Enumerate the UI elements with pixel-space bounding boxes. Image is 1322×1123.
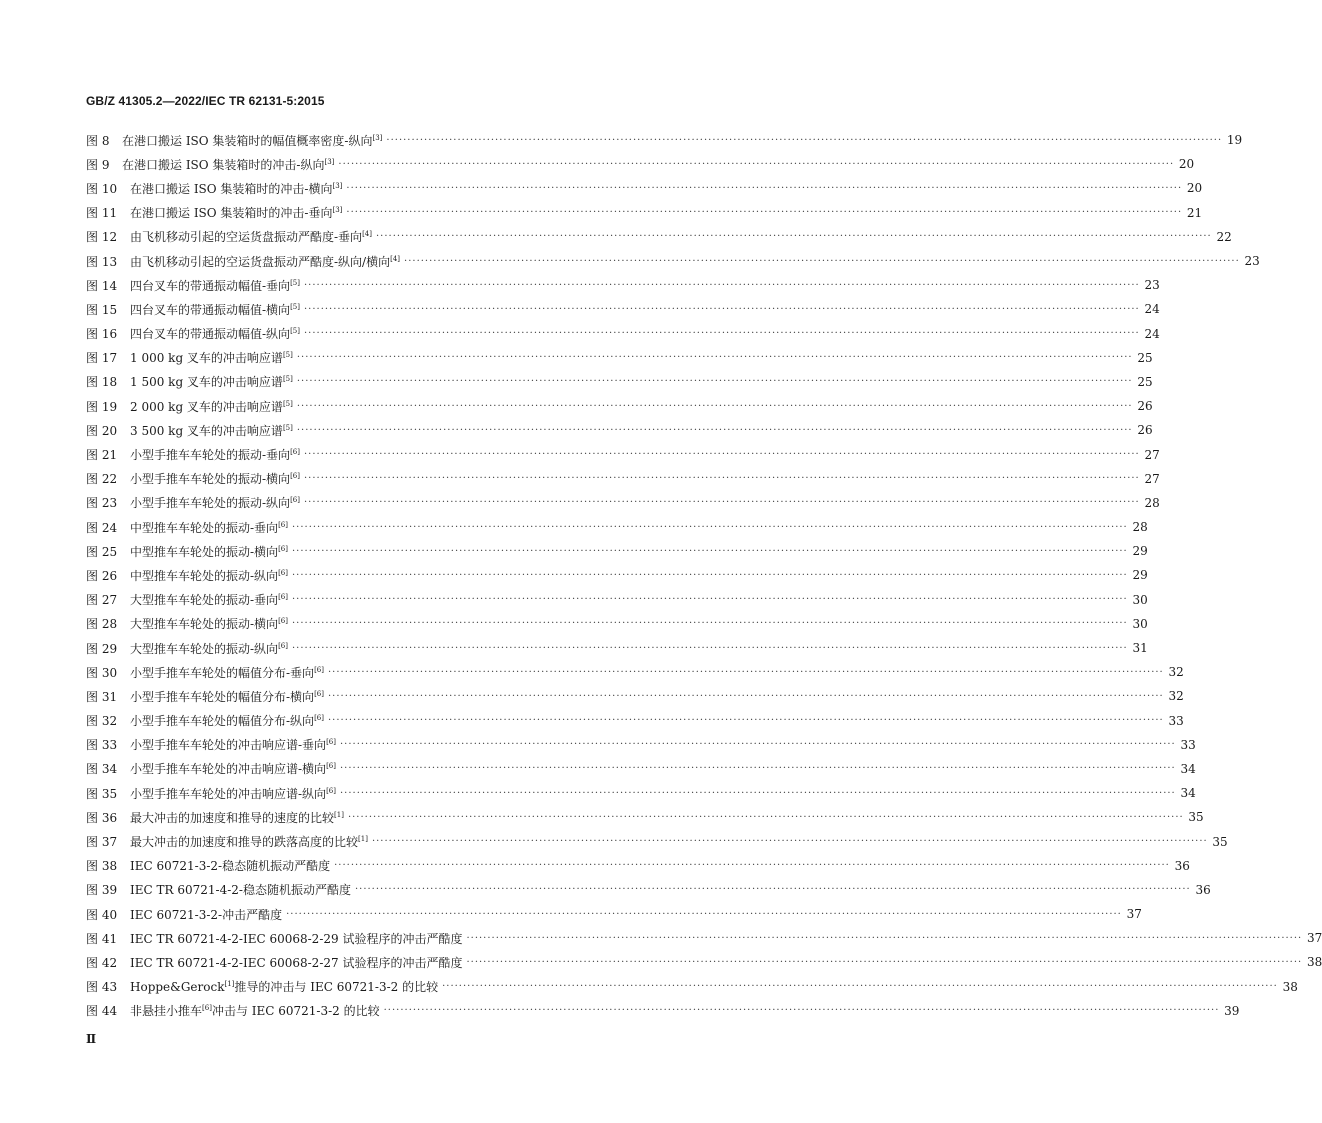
page-ref: 26: [1137, 423, 1153, 438]
figure-title: [130, 204, 342, 221]
leader-dots: ········································································································································································································: [346, 182, 1183, 194]
figure-title-continuation: 推导的冲击与 IEC 60721-3-2 的比较: [234, 980, 439, 995]
figure-title: [130, 615, 288, 632]
page-ref: 27: [1144, 447, 1160, 462]
page-ref: 33: [1180, 737, 1196, 752]
reference-marker: [5]: [282, 399, 293, 408]
toc-entry[interactable]: [86, 878, 1211, 902]
page-ref: 37: [1306, 931, 1322, 946]
toc-entry[interactable]: [86, 176, 1203, 200]
figure-number: 图 37: [86, 835, 118, 850]
leader-dots: ········································································································································································································: [291, 521, 1128, 533]
figure-number: 图 29: [86, 641, 118, 656]
page-ref: 26: [1137, 399, 1153, 414]
reference-marker: [5]: [282, 423, 293, 432]
figure-number: 图 24: [86, 520, 118, 535]
page-ref: 36: [1195, 882, 1211, 897]
leader-dots: ········································································································································································································: [291, 642, 1128, 654]
figure-title: [130, 664, 324, 681]
figure-number: 图 23: [86, 496, 118, 511]
figure-number: 图 27: [86, 593, 118, 608]
leader-dots: ········································································································································································································: [291, 594, 1128, 606]
figure-title: [130, 325, 300, 342]
toc-entry[interactable]: [86, 829, 1228, 853]
toc-entry[interactable]: [86, 950, 1322, 974]
figure-title-text: 小型手推车车轮处的幅值分布-横向: [130, 689, 315, 704]
reference-marker: [6]: [326, 786, 336, 795]
toc-entry[interactable]: [86, 684, 1184, 708]
leader-dots: ········································································································································································································: [303, 303, 1140, 315]
page-ref: 30: [1132, 592, 1148, 607]
page-ref: 35: [1212, 834, 1228, 849]
figure-title: [130, 760, 336, 777]
page-ref: 22: [1216, 229, 1232, 244]
figure-number: 图 25: [86, 544, 118, 559]
figure-title: [130, 446, 300, 463]
reference-marker: [6]: [278, 568, 288, 577]
leader-dots: ········································································································································································································: [296, 400, 1133, 412]
reference-marker: [5]: [290, 327, 300, 336]
toc-entry[interactable]: [86, 467, 1160, 491]
figure-number: 图 44: [86, 1004, 118, 1019]
toc-entry[interactable]: [86, 128, 1243, 152]
figure-number: 图 17: [86, 351, 118, 366]
figure-title: [130, 978, 438, 995]
leader-dots: ········································································································································································································: [383, 1005, 1220, 1017]
figure-number: 图 15: [86, 302, 118, 317]
figure-title-text: 大型推车车轮处的振动-横向: [130, 617, 279, 632]
figure-title: [130, 809, 344, 826]
page-ref: 24: [1144, 326, 1160, 341]
page-ref: 34: [1180, 786, 1196, 801]
toc-entry[interactable]: [86, 370, 1153, 394]
figure-title-text: IEC TR 60721-4-2-IEC 60068-2-27 试验程序的冲击严酷度: [130, 955, 463, 970]
leader-dots: ········································································································································································································: [327, 715, 1164, 727]
figure-title-text: 在港口搬运 ISO 集装箱时的冲击-纵向: [122, 157, 325, 172]
leader-dots: ········································································································································································································: [327, 666, 1164, 678]
toc-entry[interactable]: [86, 781, 1196, 805]
figure-number: 图 21: [86, 448, 118, 463]
leader-dots: ········································································································································································································: [339, 763, 1176, 775]
leader-dots: ········································································································································································································: [354, 884, 1191, 896]
figure-title-text: IEC TR 60721-4-2-稳态随机振动严酷度: [130, 883, 351, 898]
toc-entry[interactable]: [86, 201, 1203, 225]
page-ref: 30: [1132, 616, 1148, 631]
toc-entry[interactable]: [86, 491, 1160, 515]
figure-title: [122, 132, 382, 149]
figure-title: [130, 349, 293, 366]
figure-number: 图 13: [86, 254, 118, 269]
figure-title-text: 最大冲击的加速度和推导的速度的比较: [130, 810, 335, 825]
toc-entry[interactable]: [86, 322, 1160, 346]
figure-number: 图 16: [86, 327, 118, 342]
figure-title-text: 小型手推车车轮处的幅值分布-垂向: [130, 665, 315, 680]
figure-title: [130, 688, 324, 705]
reference-marker: [6]: [314, 689, 324, 698]
toc-entry[interactable]: [86, 152, 1195, 176]
leader-dots: ········································································································································································································: [347, 811, 1184, 823]
reference-marker: [1]: [224, 980, 235, 989]
leader-dots: ········································································································································································································: [346, 207, 1183, 219]
figure-title: [130, 712, 324, 729]
figure-number: 图 18: [86, 375, 118, 390]
figure-number: 图 42: [86, 955, 118, 970]
figure-title: [130, 1002, 380, 1019]
page-ref: 35: [1188, 810, 1204, 825]
figure-title: [130, 543, 288, 560]
leader-dots: ········································································································································································································: [303, 449, 1140, 461]
toc-entry[interactable]: [86, 975, 1298, 999]
figure-title-text: 1 500 kg 叉车的冲击响应谱: [130, 375, 283, 390]
reference-marker: [6]: [290, 472, 300, 481]
figure-number: 图 36: [86, 810, 118, 825]
leader-dots: ········································································································································································································: [327, 690, 1164, 702]
figure-title: [130, 785, 336, 802]
leader-dots: ········································································································································································································: [296, 376, 1133, 388]
figure-title-text: 在港口搬运 ISO 集装箱时的幅值概率密度-纵向: [122, 133, 373, 148]
leader-dots: ········································································································································································································: [339, 739, 1176, 751]
figure-title-text: 小型手推车车轮处的振动-垂向: [130, 448, 291, 463]
figure-title: [122, 156, 334, 173]
figure-number: 图 30: [86, 665, 118, 680]
page-ref: 28: [1144, 495, 1160, 510]
toc-entry[interactable]: [86, 563, 1148, 587]
figure-number: 图 19: [86, 399, 118, 414]
figure-number: 图 10: [86, 181, 118, 196]
page-ref: 32: [1168, 689, 1184, 704]
figure-title: [130, 881, 351, 898]
leader-dots: ········································································································································································································: [334, 860, 1170, 872]
page-ref: 29: [1132, 568, 1148, 583]
figure-number: 图 40: [86, 907, 118, 922]
toc-entry[interactable]: [86, 902, 1142, 926]
figure-title: [130, 930, 462, 947]
page-ref: 38: [1306, 955, 1322, 970]
figure-title-text: IEC 60721-3-2-稳态随机振动严酷度: [130, 859, 331, 874]
page-ref: 34: [1180, 761, 1196, 776]
figure-title-text: 中型推车车轮处的振动-纵向: [130, 568, 279, 583]
figure-title: [130, 180, 342, 197]
page-ref: 36: [1174, 858, 1190, 873]
reference-marker: [6]: [278, 520, 288, 529]
page-ref: 29: [1132, 544, 1148, 559]
page-ref: 25: [1137, 350, 1153, 365]
reference-marker: [6]: [278, 593, 288, 602]
figure-title: [130, 640, 288, 657]
reference-marker: [3]: [372, 133, 383, 142]
figure-number: 图 32: [86, 714, 118, 729]
reference-marker: [3]: [332, 206, 343, 215]
figure-title: [130, 833, 368, 850]
leader-dots: ········································································································································································································: [291, 569, 1128, 581]
figure-title-text: 2 000 kg 叉车的冲击响应谱: [130, 399, 283, 414]
figure-title-text: 大型推车车轮处的振动-垂向: [130, 593, 279, 608]
toc-entry[interactable]: [86, 660, 1184, 684]
toc-entry[interactable]: [86, 854, 1190, 878]
figure-title-text: IEC 60721-3-2-冲击严酷度: [130, 907, 283, 922]
figure-title-text: 1 000 kg 叉车的冲击响应谱: [130, 351, 283, 366]
leader-dots: ········································································································································································································: [291, 545, 1128, 557]
leader-dots: ········································································································································································································: [303, 497, 1140, 509]
figure-title-text: 小型手推车车轮处的振动-纵向: [130, 496, 291, 511]
reference-marker: [4]: [362, 230, 372, 239]
figure-title: [130, 277, 300, 294]
figure-number: 图 9: [86, 157, 110, 172]
reference-marker: [6]: [202, 1004, 212, 1013]
leader-dots: ········································································································································································································: [386, 134, 1223, 146]
reference-marker: [1]: [358, 835, 368, 844]
figure-title-text: 在港口搬运 ISO 集装箱时的冲击-横向: [130, 181, 333, 196]
page-ref: 33: [1168, 713, 1184, 728]
figure-title-text: Hoppe&Gerock: [130, 980, 225, 995]
toc-entry[interactable]: [86, 999, 1240, 1023]
figure-title-text: 最大冲击的加速度和推导的跌落高度的比较: [130, 835, 359, 850]
toc-entry[interactable]: [86, 805, 1204, 829]
figure-title-text: 非悬挂小推车: [130, 1004, 203, 1019]
reference-marker: [5]: [282, 351, 293, 360]
leader-dots: ········································································································································································································: [296, 424, 1133, 436]
figure-title: [130, 301, 300, 318]
figure-title-text: 四台叉车的带通振动幅值-纵向: [130, 327, 291, 342]
figure-title: [130, 422, 293, 439]
figure-title-text: 小型手推车车轮处的冲击响应谱-垂向: [130, 738, 327, 753]
figure-number: 图 14: [86, 278, 118, 293]
reference-marker: [1]: [334, 810, 344, 819]
toc-entry[interactable]: [86, 515, 1148, 539]
reference-marker: [3]: [332, 181, 343, 190]
reference-marker: [5]: [282, 375, 293, 384]
page-ref: 37: [1126, 907, 1142, 922]
page-ref: 27: [1144, 471, 1160, 486]
figure-number: 图 12: [86, 230, 118, 245]
toc-entry[interactable]: [86, 588, 1148, 612]
reference-marker: [6]: [290, 496, 300, 505]
figure-number: 图 20: [86, 423, 118, 438]
reference-marker: [6]: [290, 448, 300, 457]
toc-entry[interactable]: [86, 418, 1153, 442]
figure-title-text: 小型手推车车轮处的振动-横向: [130, 472, 291, 487]
leader-dots: ········································································································································································································: [466, 956, 1303, 968]
leader-dots: ········································································································································································································: [339, 787, 1176, 799]
figure-title-text: 在港口搬运 ISO 集装箱时的冲击-垂向: [130, 206, 333, 221]
figure-title: [130, 470, 300, 487]
figure-title-text: 四台叉车的带通振动幅值-横向: [130, 302, 291, 317]
leader-dots: ········································································································································································································: [286, 908, 1122, 920]
page-ref: 38: [1282, 979, 1298, 994]
figure-number: 图 41: [86, 931, 118, 946]
figure-title: [130, 567, 288, 584]
figure-title: [130, 906, 282, 923]
figure-title-text: 大型推车车轮处的振动-纵向: [130, 641, 279, 656]
leader-dots: ········································································································································································································: [466, 932, 1303, 944]
figure-title: [130, 954, 462, 971]
figure-title: [130, 253, 400, 270]
toc-entry[interactable]: [86, 539, 1148, 563]
figure-title: [130, 398, 293, 415]
page-ref: 20: [1186, 181, 1203, 196]
page-ref: 24: [1144, 302, 1160, 317]
toc-entry[interactable]: [86, 394, 1153, 418]
toc-entry[interactable]: [86, 249, 1260, 273]
figure-number: 图 22: [86, 472, 118, 487]
figure-title: [130, 373, 293, 390]
reference-marker: [3]: [324, 157, 335, 166]
figure-number: 图 43: [86, 980, 118, 995]
toc-entry[interactable]: [86, 442, 1160, 466]
figure-title-text: 小型手推车车轮处的幅值分布-纵向: [130, 714, 315, 729]
reference-marker: [6]: [278, 617, 288, 626]
reference-marker: [6]: [278, 544, 288, 553]
figure-number: 图 33: [86, 738, 118, 753]
document-header: GB/Z 41305.2—2022/IEC TR 62131-5:2015: [86, 94, 325, 108]
toc-entry[interactable]: [86, 636, 1148, 660]
figure-title-text: IEC TR 60721-4-2-IEC 60068-2-29 试验程序的冲击严酷度: [130, 931, 463, 946]
page-ref: 39: [1224, 1003, 1240, 1018]
reference-marker: [6]: [314, 665, 324, 674]
figure-title: [130, 228, 372, 245]
figure-number: 图 35: [86, 786, 118, 801]
figure-title-text: 3 500 kg 叉车的冲击响应谱: [130, 423, 283, 438]
page-ref: 23: [1144, 278, 1160, 293]
figure-title-text: 小型手推车车轮处的冲击响应谱-横向: [130, 762, 327, 777]
figure-title: [130, 736, 336, 753]
reference-marker: [6]: [326, 738, 336, 747]
figure-title-text: 小型手推车车轮处的冲击响应谱-纵向: [130, 786, 327, 801]
figure-number: 图 28: [86, 617, 118, 632]
figure-title: [130, 494, 300, 511]
figure-title-text: 由飞机移动引起的空运货盘振动严酷度-纵向/横向: [130, 254, 391, 269]
leader-dots: ········································································································································································································: [371, 836, 1208, 848]
toc-entry[interactable]: [86, 733, 1196, 757]
leader-dots: ········································································································································································································: [291, 618, 1128, 630]
reference-marker: [6]: [314, 714, 324, 723]
figure-list: [86, 128, 1322, 1023]
leader-dots: ········································································································································································································: [442, 981, 1278, 993]
figure-title: [130, 591, 288, 608]
figure-title: [130, 857, 330, 874]
figure-number: 图 39: [86, 883, 118, 898]
page-ref: 19: [1226, 133, 1243, 148]
toc-entry[interactable]: [86, 225, 1232, 249]
page-ref: 32: [1168, 665, 1184, 680]
toc-entry[interactable]: [86, 346, 1153, 370]
leader-dots: ········································································································································································································: [404, 255, 1240, 267]
page-ref: 20: [1178, 157, 1195, 172]
figure-number: 图 31: [86, 689, 118, 704]
figure-title-text: 中型推车车轮处的振动-垂向: [130, 520, 279, 535]
figure-title-continuation: 冲击与 IEC 60721-3-2 的比较: [211, 1004, 380, 1019]
figure-title-text: 中型推车车轮处的振动-横向: [130, 544, 279, 559]
figure-number: 图 26: [86, 568, 118, 583]
toc-entry[interactable]: [86, 612, 1148, 636]
figure-number: 图 34: [86, 762, 118, 777]
page-number: Ⅱ: [86, 1032, 97, 1046]
toc-entry[interactable]: [86, 757, 1196, 781]
figure-number: 图 8: [86, 133, 110, 148]
page-ref: 28: [1132, 520, 1148, 535]
page-ref: 25: [1137, 374, 1153, 389]
leader-dots: ········································································································································································································: [375, 231, 1212, 243]
reference-marker: [4]: [390, 254, 401, 263]
toc-entry[interactable]: [86, 297, 1160, 321]
reference-marker: [5]: [290, 302, 300, 311]
reference-marker: [6]: [326, 762, 336, 771]
leader-dots: ········································································································································································································: [303, 473, 1140, 485]
reference-marker: [6]: [278, 641, 288, 650]
toc-entry[interactable]: [86, 709, 1184, 733]
figure-title: [130, 519, 288, 536]
reference-marker: [5]: [290, 278, 300, 287]
page-ref: 23: [1244, 254, 1260, 269]
page-ref: 21: [1186, 205, 1203, 220]
figure-number: 图 11: [86, 206, 118, 221]
leader-dots: ········································································································································································································: [296, 352, 1133, 364]
toc-entry[interactable]: [86, 273, 1160, 297]
figure-title-text: 由飞机移动引起的空运货盘振动严酷度-垂向: [130, 230, 363, 245]
figure-title-text: 四台叉车的带通振动幅值-垂向: [130, 278, 291, 293]
toc-entry[interactable]: [86, 926, 1322, 950]
leader-dots: ········································································································································································································: [338, 158, 1175, 170]
leader-dots: ········································································································································································································: [303, 279, 1140, 291]
leader-dots: ········································································································································································································: [303, 328, 1140, 340]
figure-number: 图 38: [86, 859, 118, 874]
page-ref: 31: [1132, 641, 1148, 656]
